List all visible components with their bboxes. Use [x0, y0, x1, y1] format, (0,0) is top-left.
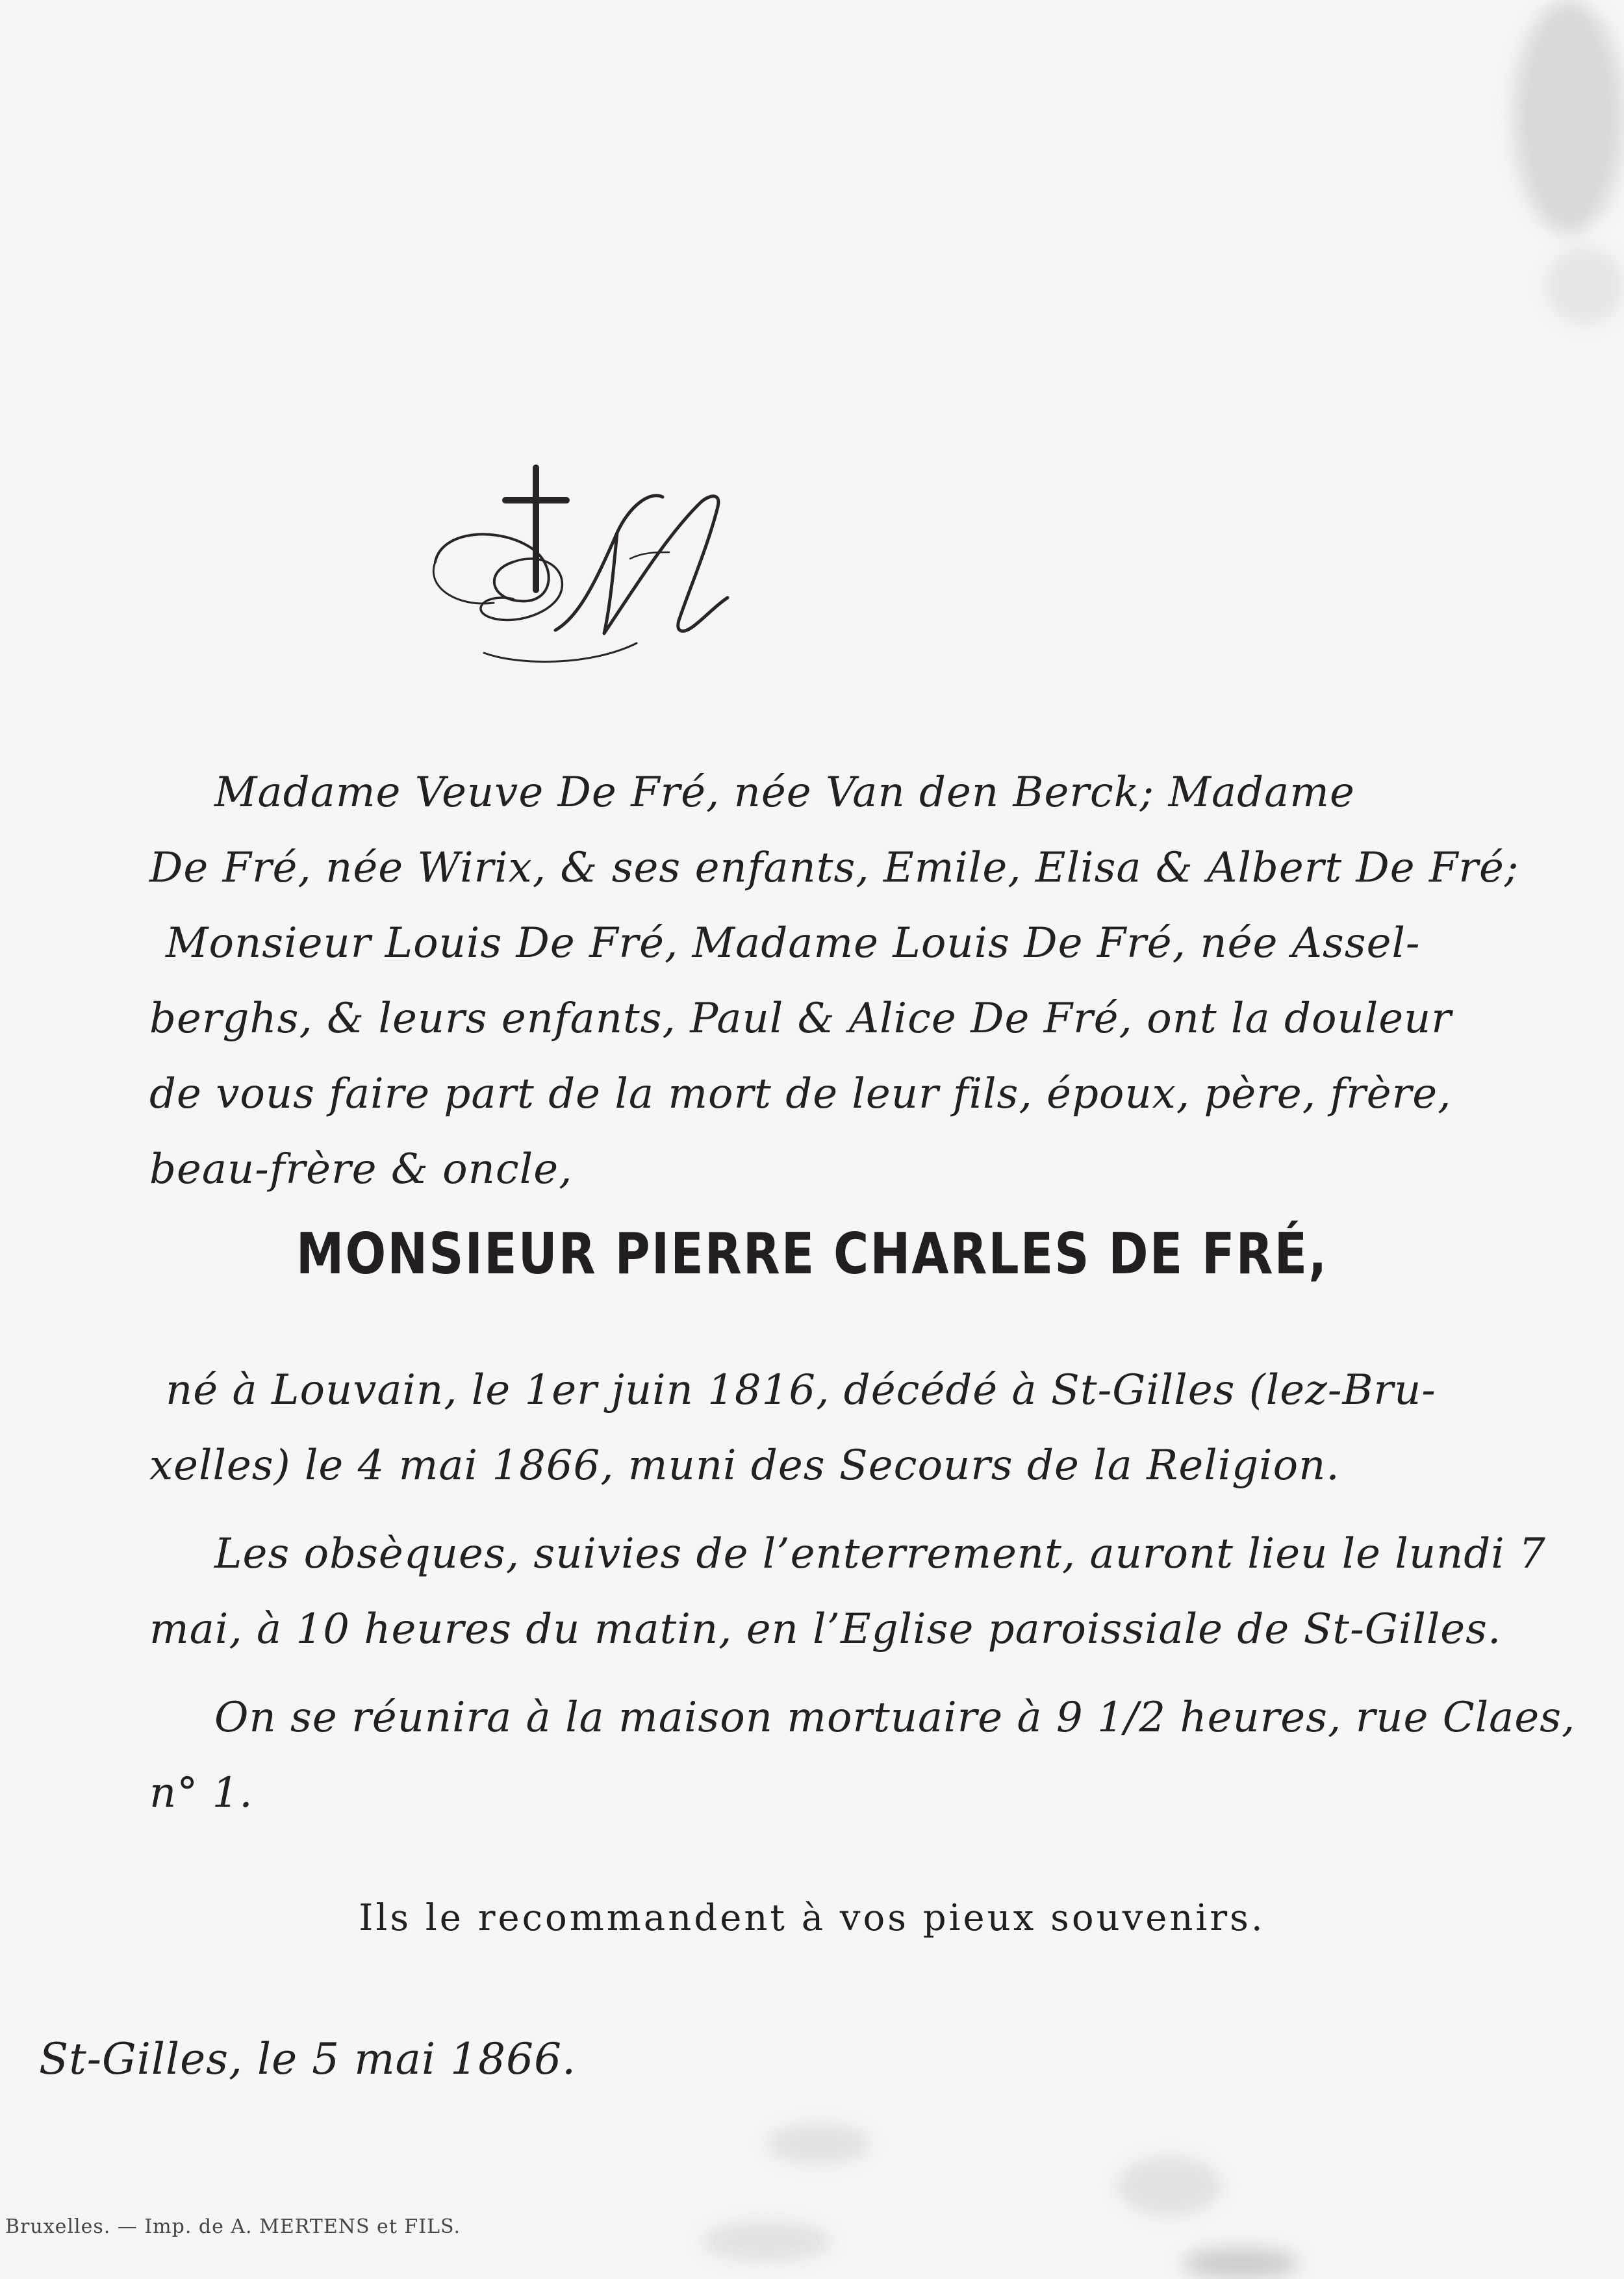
- deceased-name: MONSIEUR PIERRE CHARLES DE FRÉ,: [296, 1221, 1328, 1288]
- scan-smudge: [767, 2124, 870, 2163]
- scan-smudge: [1117, 2157, 1221, 2215]
- birth-death-line-2: xelles) le 4 mai 1866, muni des Secours de la Religion.: [149, 1442, 1340, 1490]
- gathering-line-2: n° 1.: [149, 1769, 253, 1817]
- announcement-line-5: de vous faire part de la mort de leur fils, époux, père, frère,: [149, 1070, 1452, 1118]
- scan-smudge: [1546, 247, 1624, 325]
- announcement-line-2: De Fré, née Wirix, & ses enfants, Emile, Elisa & Albert De Fré;: [149, 844, 1519, 892]
- announcement-line-3: Monsieur Louis De Fré, Madame Louis De Fré, née Assel-: [166, 919, 1421, 967]
- place-date: St-Gilles, le 5 mai 1866.: [39, 2034, 577, 2084]
- announcement-line-1: Madame Veuve De Fré, née Van den Berck; Madame: [214, 769, 1355, 817]
- announcement-line-6: beau-frère & oncle,: [149, 1145, 573, 1193]
- gathering-line-1: On se réunira à la maison mortuaire à 9 1/2 heures, rue Claes,: [214, 1694, 1576, 1742]
- funeral-line-1: Les obsèques, suivies de l’enterrement, auront lieu le lundi 7: [214, 1530, 1546, 1578]
- recommendation-line: Ils le recommandent à vos pieux souvenirs.: [359, 1897, 1265, 1939]
- scan-smudge: [1514, 0, 1624, 234]
- printer-imprint: Bruxelles. — Imp. de A. MERTENS et FILS.: [5, 2215, 461, 2238]
- funeral-line-2: mai, à 10 heures du matin, en l’Eglise paroissiale de St-Gilles.: [149, 1605, 1502, 1653]
- cross-monogram-icon: [422, 455, 760, 676]
- birth-death-line-1: né à Louvain, le 1er juin 1816, décédé à St-Gilles (lez-Bru-: [166, 1366, 1436, 1414]
- announcement-line-4: berghs, & leurs enfants, Paul & Alice De Fré, ont la douleur: [149, 995, 1452, 1043]
- scan-smudge: [702, 2222, 831, 2261]
- scan-smudge: [1182, 2248, 1299, 2279]
